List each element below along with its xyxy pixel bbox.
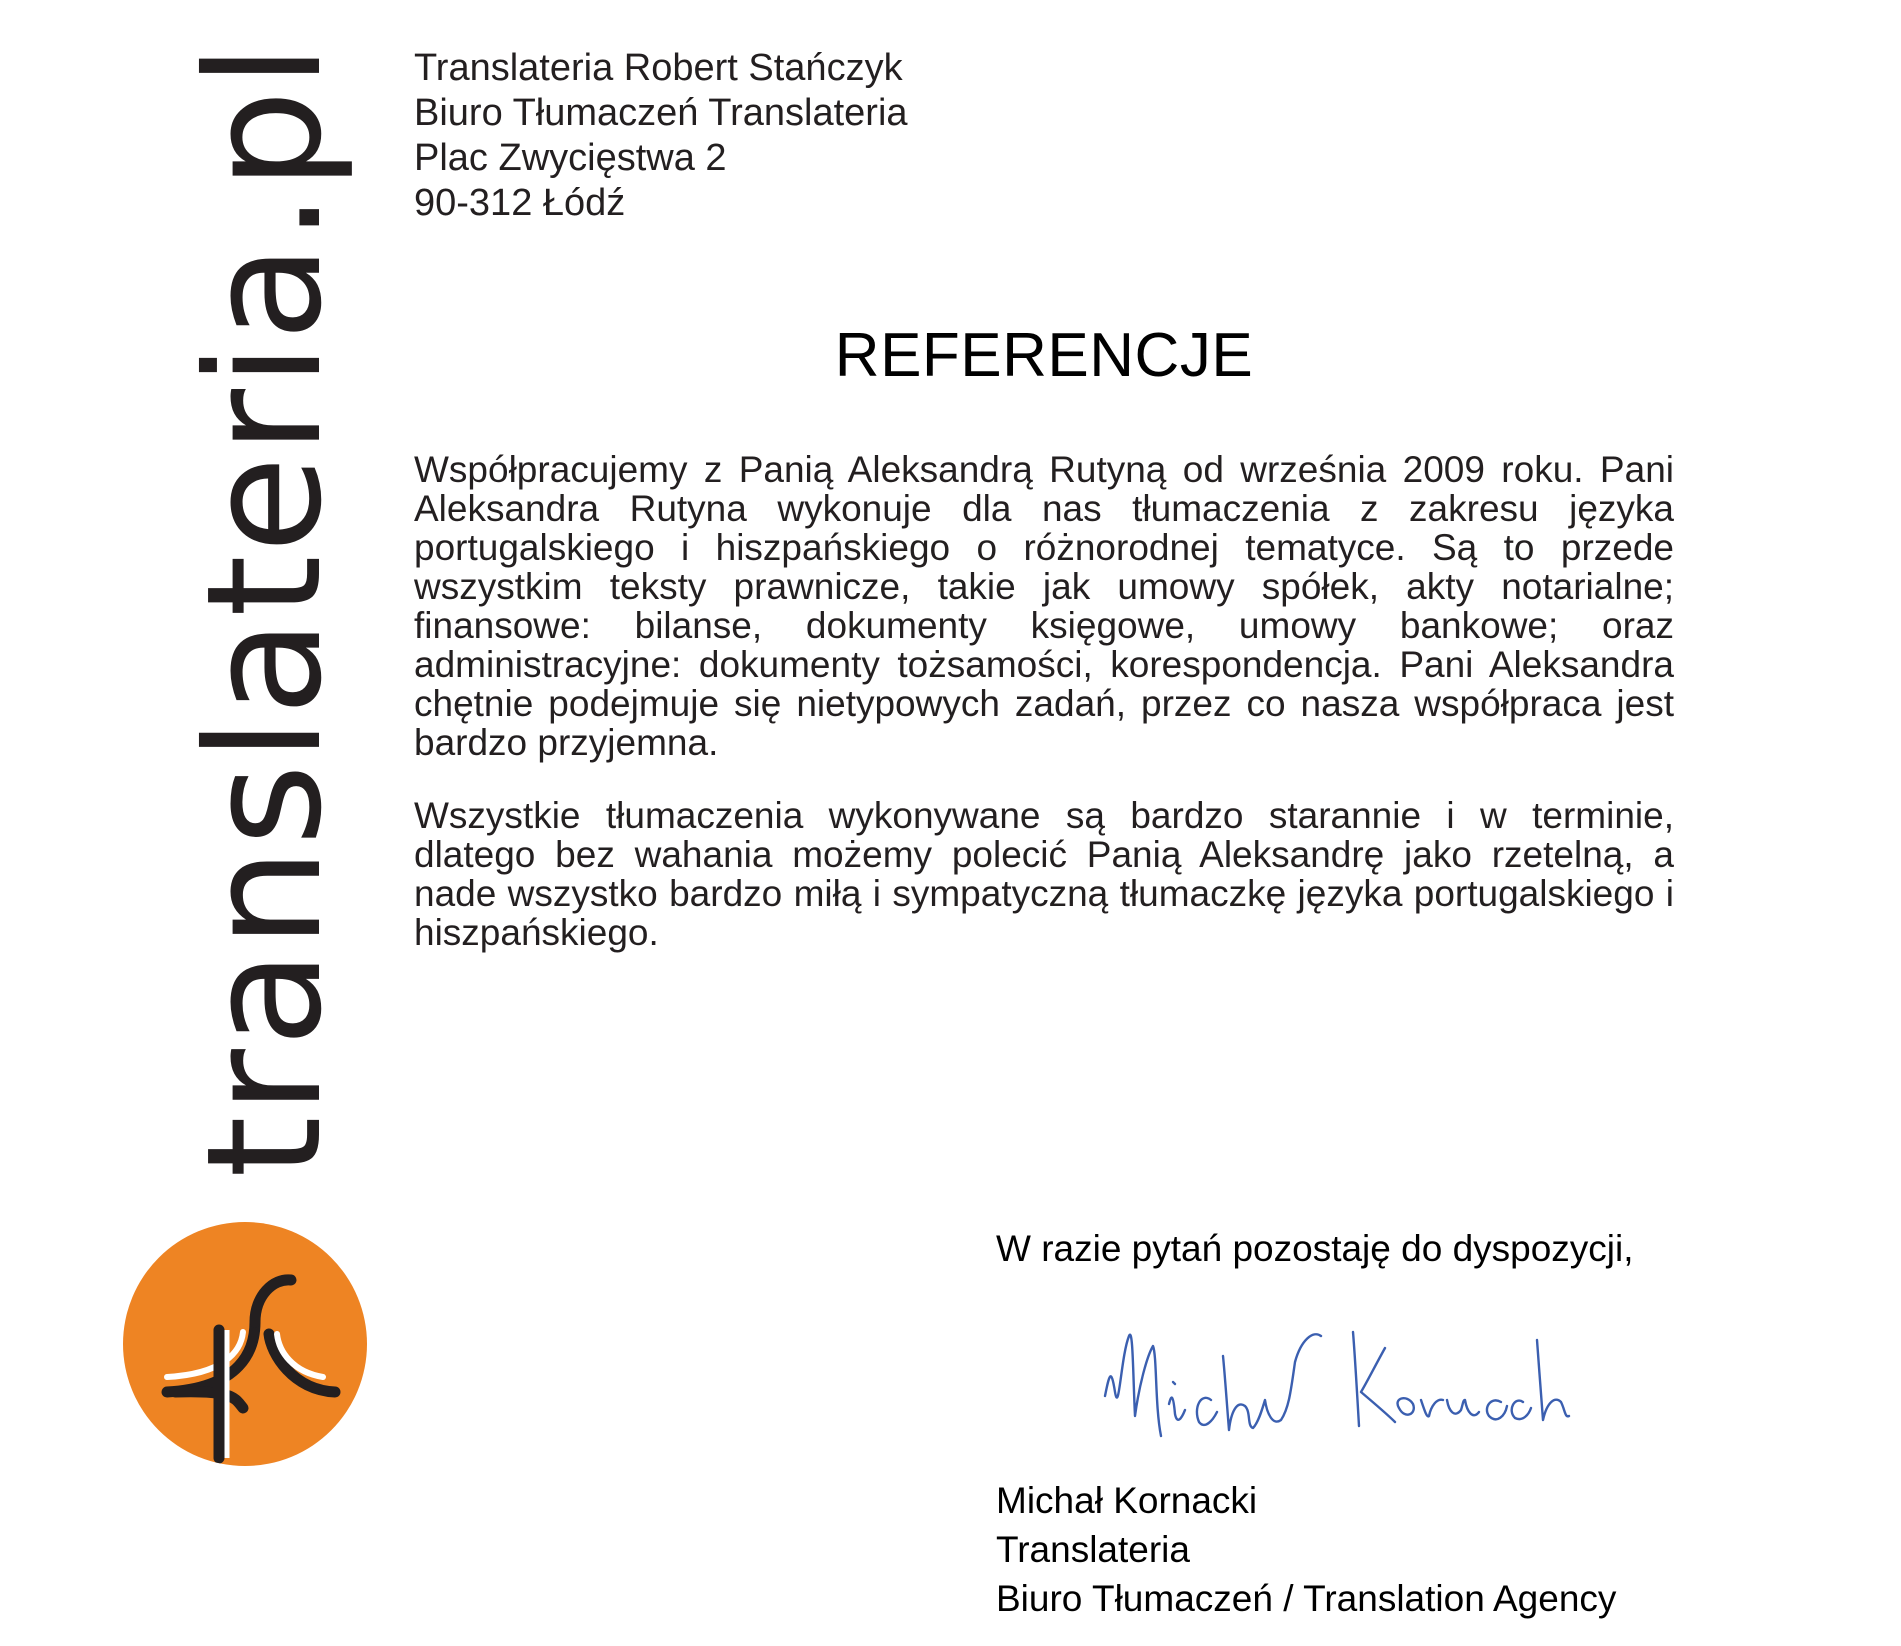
brand-vertical-wordmark: translateria.pl: [173, 41, 357, 1178]
sender-street: Plac Zwycięstwa 2: [414, 137, 727, 179]
handwritten-signature: [1095, 1296, 1575, 1456]
document-title: REFERENCJE: [834, 321, 1254, 390]
signer-block: [996, 1476, 1616, 1623]
reference-paragraph-2: Wszystkie tłumaczenia wykonywane są bardzo starannie i w terminie, dlatego bez wahania możemy polecić Panią Aleksandrę jako rzetelną, a nade wszystko bardzo miłą i sympatyczną tłumaczkę języka portugalskiego i hiszpańskiego.: [414, 795, 1674, 953]
closing-line: W razie pytań pozostaję do dyspozycji,: [996, 1228, 1634, 1269]
sender-company: Translateria Robert Stańczyk: [414, 47, 903, 89]
sender-address: [414, 46, 908, 226]
signer-department: Biuro Tłumaczeń / Translation Agency: [996, 1578, 1617, 1619]
fy-monogram-icon: [123, 1222, 367, 1466]
signer-company: Translateria: [996, 1529, 1190, 1570]
signer-name: Michał Kornacki: [996, 1480, 1258, 1521]
sender-city: 90-312 Łódź: [414, 182, 626, 224]
logo-badge: [123, 1222, 367, 1466]
reference-paragraph-1: Współpracujemy z Panią Aleksandrą Rutyną od września 2009 roku. Pani Aleksandra Rutyna wykonuje dla nas tłumaczenia z zakresu języka portugalskiego i hiszpańskiego o różnorodnej tematyce. Są to przede wszystkim teksty prawnicze, takie jak umowy spółek, akty notarialne; finansowe: bilanse, dokumenty księgowe, umowy bankowe; oraz administracyjne: dokumenty tożsamości, korespondencja. Pani Aleksandra chętnie podejmuje się nietypowych zadań, przez co nasza współpraca jest bardzo przyjemna.: [414, 449, 1674, 763]
sender-office: Biuro Tłumaczeń Translateria: [414, 92, 908, 134]
